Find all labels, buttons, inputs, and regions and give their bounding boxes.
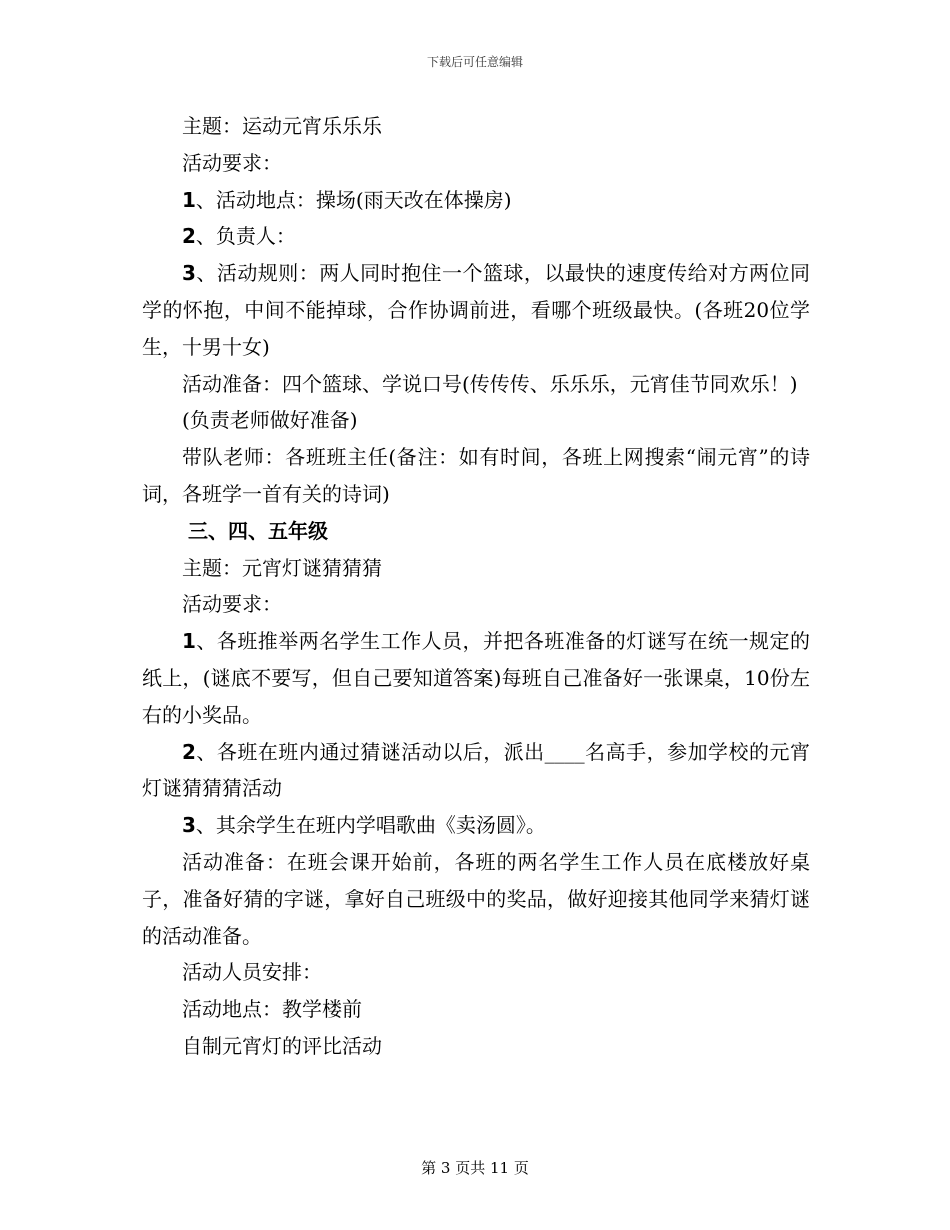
paragraph: 活动准备：四个篮球、学说口号(传传传、乐乐乐，元宵佳节同欢乐！) <box>182 371 798 396</box>
page-header: 下载后可任意编辑 <box>426 55 523 69</box>
paragraph: 3、活动规则：两人同时抱住一个篮球，以最快的速度传给对方两位同学的怀抱，中间不能掉球，合作协调前进，看哪个班级最快。(各班20位学生，十男十女) <box>142 261 810 359</box>
paragraph: 活动地点：教学楼前 <box>182 997 362 1022</box>
paragraph: 3、其余学生在班内学唱歌曲《卖汤圆》。 <box>182 813 546 838</box>
paragraph: (负责老师做好准备) <box>182 408 358 433</box>
paragraph: 2、负责人： <box>182 224 296 249</box>
document-body <box>142 108 810 1065</box>
paragraph: 主题：运动元宵乐乐乐 <box>182 114 382 138</box>
paragraph: 1、活动地点：操场(雨天改在体操房) <box>182 187 512 212</box>
paragraph: 1、各班推举两名学生工作人员，并把各班准备的灯谜写在统一规定的纸上，(谜底不要写，但自己要知道答案)每班自己准备好一张课桌，10份左右的小奖品。 <box>142 629 810 727</box>
paragraph: 自制元宵灯的评比活动 <box>182 1033 382 1058</box>
paragraph: 2、各班在班内通过猜谜活动以后，派出____名高手，参加学校的元宵灯谜猜猜猜活动 <box>142 739 810 801</box>
paragraph: 活动要求： <box>182 150 282 175</box>
paragraph: 带队老师：各班班主任(备注：如有时间，各班上网搜索“闹元宵”的诗词，各班学一首有关的诗词) <box>142 445 810 506</box>
paragraph: 活动要求： <box>182 592 282 617</box>
paragraph: 主题：元宵灯谜猜猜猜 <box>182 555 382 580</box>
paragraph: 活动准备：在班会课开始前，各班的两名学生工作人员在底楼放好桌子，准备好猜的字谜，拿好自己班级中的奖品，做好迎接其他同学来猜灯谜的活动准备。 <box>142 849 810 948</box>
section-heading: 三、四、五年级 <box>188 518 328 543</box>
page-footer: 第 3 页共 11 页 <box>421 1159 529 1177</box>
paragraph: 活动人员安排： <box>182 960 322 985</box>
